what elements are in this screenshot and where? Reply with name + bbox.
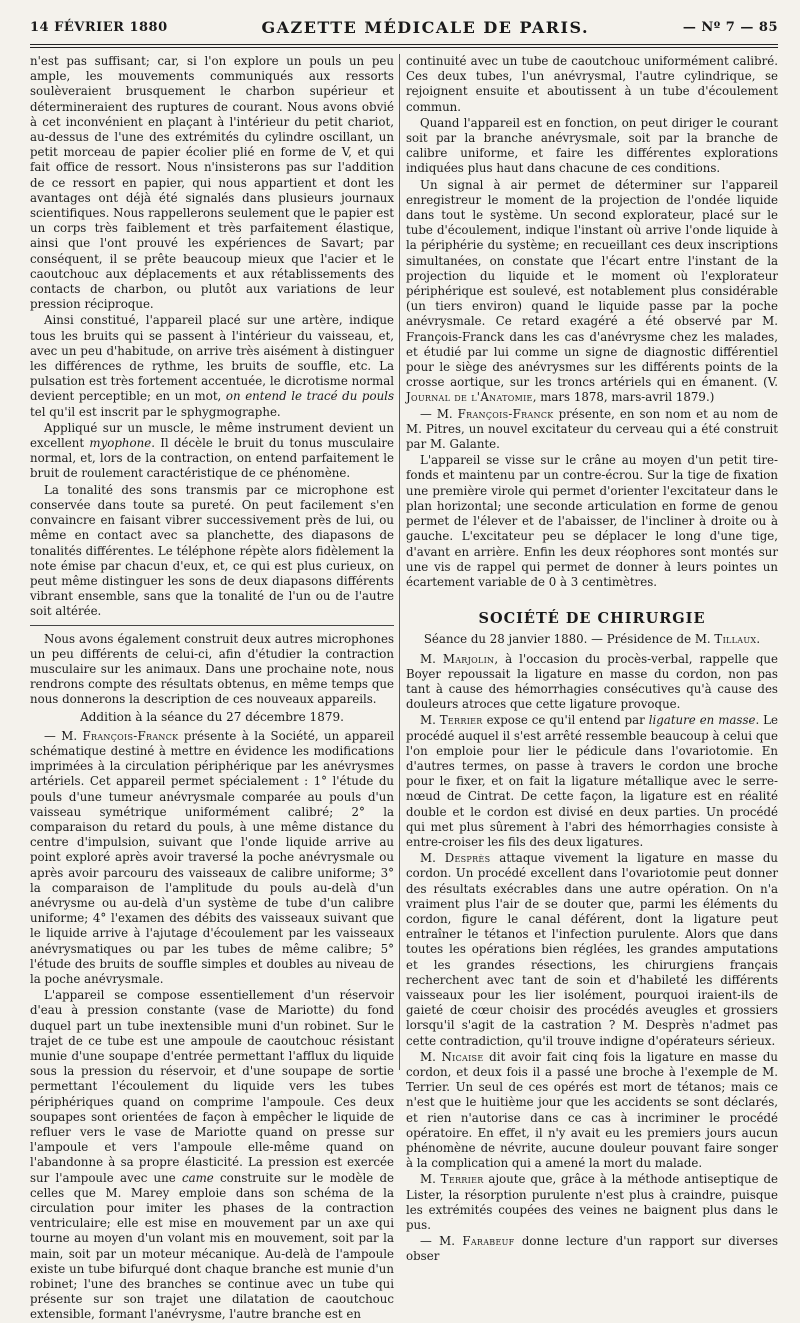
seance-heading: Séance du 28 janvier 1880. — Présidence de M. Tillaux. bbox=[423, 632, 761, 647]
paragraph: — M. Farabeuf donne lecture d'un rapport sur diverses obser bbox=[406, 1234, 779, 1264]
paragraph: Appliqué sur un muscle, le même instrument devient un excellent myophone. Il décèle le bruit du tonus musculaire normal, et, lors de la contraction, on entend parfaitement le bruit de roulement caractéristique de ce phénomène. bbox=[30, 420, 394, 481]
paragraph: Un signal à air permet de déterminer sur l'appareil enregistreur le moment de la projection de l'ondée liquide dans tout le système. Un second explorateur, placé sur le tube d'écoulement, indique l'instant où arrive l'onde liquide à la périphérie du système; en recueillant ces deux inscriptions simultanées, on constate que l'écart entre l'instant de la projection du liquide et le moment où l'explorateur périphérique est soulevé, est notablement plus considérable (un tiers environ) quand le liquide passe par la poche anévrysmale. Ce retard exagéré a été observé par M. François-Franck dans les cas d'anévrysme chez les malades, et étudié par lui comme un signe de diagnostic différentiel pour le siège des anévrysmes sur les différents points de la crosse aortique, sur les troncs artériels qui en émanent. (V. Journal de l'Anatomie, mars 1878, mars-avril 1879.) bbox=[406, 177, 778, 405]
paragraph: Nous avons également construit deux autres microphones un peu différents de celui-ci, afin d'étudier la contraction musculaire sur les animaux. Dans une prochaine note, nous rendrons compte des résultats obtenus, en même temps que nous donnerons la description de ces nouveaux appareils. bbox=[30, 631, 394, 707]
paragraph: M. Desprès attaque vivement la ligature en masse du cordon. Un procédé excellent dans l'ovariotomie peut donner des résultats exécrables dans une autre opération. On n'a vraiment plus l'air de se douter que, parmi les éléments du cordon, figure le canal déférent, dont la ligature peut entraîner le tétanos et l'infection purulente. Alors que dans toutes les opérations bien réglées, les grandes amputations et les grandes résections, les chirurgiens français recherchent avec tant de soin et d'habileté les différents vaisseaux pour les lier isolément, pourquoi iraient-ils de gaieté de cœur choisir des procédés aveugles et grossiers lorsqu'il s'agit de la castration ? M. Desprès n'admet pas cette contradiction, qu'il trouve indigne d'opérateurs sérieux. bbox=[406, 851, 778, 1048]
section-heading: Addition à la séance du 27 décembre 1879. bbox=[80, 709, 344, 724]
journal-title: GAZETTE MÉDICALE DE PARIS. bbox=[261, 17, 590, 37]
header-date: 14 FÉVRIER 1880 bbox=[30, 19, 168, 35]
paragraph: — M. François-Franck présente à la Société, un appareil schématique destiné à mettre en évidence les modifications imprimées à la circulation périphérique par les anévrysmes artériels. Cet appareil permet spécialement : 1° l'étude du pouls d'une tumeur anévrysmale comparée au pouls d'un vaisseau symétrique uniformément calibré; 2° la comparaison du retard du pouls, à une même distance du centre d'impulsion, suivant que l'onde liquide arrive au point exploré après avoir traversé la poche anévrysmale ou après avoir parcouru des vaisseaux de calibre uniforme; 3° la comparaison de l'amplitude du pouls au-delà d'un anévrysme ou au-delà d'un système de tube d'un calibre uniforme; 4° l'examen des débits des vaisseaux suivant que le liquide arrive à l'ajutage d'écoulement par les vaisseaux anévrysmatiques ou par les tubes de même calibre; 5° l'étude des bruits de souffle simples et doubles au niveau de la poche anévrysmale. bbox=[30, 728, 394, 986]
paragraph: Ainsi constitué, l'appareil placé sur une artère, indique tous les bruits qui se passent à l'intérieur du vaisseau, et, avec un peu d'habitude, on arrive très aisément à distinguer les différences de rythme, les bruits de souffle, etc. La pulsation est très fortement accentuée, le dicrotisme normal devient perceptible; en un mot, on entend le tracé du pouls tel qu'il est inscrit par le sphygmographe. bbox=[30, 313, 394, 419]
paragraph: M. Marjolin, à l'occasion du procès-verbal, rappelle que Boyer repoussait la ligature en masse du cordon, non pas tant à cause des hémorrhagies consécutives qu'à cause des douleurs atroces que cette ligature provoque. bbox=[406, 651, 778, 712]
paragraph: M. Nicaise dit avoir fait cinq fois la ligature en masse du cordon, et deux fois il a passé une broche à l'exemple de M. Terrier. Un seul de ces opérés est mort de tétanos; mais ce n'est que le huitième jour que les accidents se sont déclarés, et rien n'autorise dans ce cas à incriminer le procédé opératoire. En effet, il n'y avait eu les premiers jours aucun phénomène de névrite, aucune douleur pouvant faire songer à la complication qui a amené la mort du malade. bbox=[406, 1049, 779, 1171]
paragraph: n'est pas suffisant; car, si l'on explore un pouls un peu ample, les mouvements communiqués aux ressorts soulèveraient brusquement le charbon supérieur et détermineraient des ruptures de courant. Nous avons obvié à cet inconvénient en plaçant à l'intérieur du petit chariot, au-dessus de l'une des extrémités du cylindre oscillant, un petit morceau de papier écolier plié en forme de V, et qui fait office de ressort. Nous n'insisterons pas sur l'addition de ce ressort en papier, qui nous appartient et dont les avantages ont déjà été signalés dans plusieurs journaux scientifiques. Nous rappellerons seulement que le papier est un corps très faiblement et très parfaitement élastique, ainsi que l'ont prouvé les expériences de Savart; par conséquent, il se prête beaucoup mieux que l'acier et le caoutchouc aux déplacements et aux rétablissements des contacts de charbon, ou plutôt aux variations de leur pression réciproque. bbox=[30, 54, 394, 312]
left-column bbox=[30, 54, 395, 1322]
paragraph: — M. François-Franck présente, en son nom et au nom de M. Pitres, un nouvel excitateur du cerveau qui a été construit par M. Galante. bbox=[406, 406, 778, 452]
right-column bbox=[406, 54, 779, 1264]
paragraph: M. Terrier ajoute que, grâce à la méthode antiseptique de Lister, la résorption purulente n'est plus à craindre, puisque les extrémités coupées des veines ne baignent plus dans le pus. bbox=[406, 1172, 778, 1233]
section-divider bbox=[30, 625, 394, 626]
society-title: SOCIÉTÉ DE CHIRURGIE bbox=[478, 610, 706, 628]
paragraph: La tonalité des sons transmis par ce microphone est conservée dans toute sa pureté. On peut facilement s'en convaincre en faisant vibrer successivement près de lui, ou même en contact avec sa planchette, des diapasons de tonalités différentes. Le téléphone répète alors fidèlement la note émise par chacun d'eux, et, ce qui est plus curieux, on peut même distinguer les sons de deux diapasons différents vibrant ensemble, sans que la tonalité de l'un ou de l'autre soit altérée. bbox=[30, 482, 394, 619]
paragraph: L'appareil se compose essentiellement d'un réservoir d'eau à pression constante (vase de Mariotte) du fond duquel part un tube inextensible muni d'un robinet. Sur le trajet de ce tube est une ampoule de caoutchouc résistant munie d'une soupape d'entrée permettant l'afflux du liquide sous la pression du réservoir, et d'une soupape de sortie permettant l'écoulement du liquide vers les tubes périphériques quand on comprime l'ampoule. Ces deux soupapes sont orientées de façon à empêcher le liquide de refluer vers le vase de Mariotte quand on presse sur l'ampoule et vers l'ampoule elle-même quand on l'abandonne à sa propre élasticité. La pression est exercée sur l'ampoule avec une came construite sur le modèle de celles que M. Marey emploie dans son schéma de la circulation pour imiter les phases de la contraction ventriculaire; elle est mise en mouvement par un axe qui tourne au moyen d'un volant mis en mouvement, soit par la main, soit par un moteur mécanique. Au-delà de l'ampoule existe un tube bifurqué dont chaque branche est munie d'un robinet; l'une des branches se continue avec un tube qui présente sur son trajet une dilatation de caoutchouc extensible, formant l'anévrysme, l'autre branche est en bbox=[30, 988, 395, 1322]
issue-page-number: — Nº 7 — 85 bbox=[682, 19, 778, 35]
page-header bbox=[30, 14, 778, 40]
column-divider bbox=[399, 54, 400, 1070]
paragraph: Quand l'appareil est en fonction, on peut diriger le courant soit par la branche anévrysmale, soit par la branche de calibre uniforme, et faire les différentes explorations indiquées plus haut dans chacune de ces conditions. bbox=[406, 115, 778, 176]
paragraph: continuité avec un tube de caoutchouc uniformément calibré. Ces deux tubes, l'un anévrysmal, l'autre cylindrique, se rejoignent ensuite et aboutissent à un tube d'écoulement commun. bbox=[406, 54, 778, 114]
header-rule bbox=[30, 44, 778, 48]
paragraph: M. Terrier expose ce qu'il entend par ligature en masse. Le procédé auquel il s'est arrêté ressemble beaucoup à celui que l'on emploie pour lier le pédicule dans l'ovariotomie. En d'autres termes, on passe à travers le cordon une broche pour le fixer, et on fait la ligature métallique avec le serre-nœud de Cintrat. De cette façon, la ligature est en réalité double et le cordon est divisé en deux parties. Un procédé qui met plus sûrement à l'abri des hémorrhagies consiste à entre-croiser les fils des deux ligatures. bbox=[406, 713, 778, 849]
paragraph: L'appareil se visse sur le crâne au moyen d'un petit tire-fonds et maintenu par un contre-écrou. Sur la tige de fixation une première virole qui permet d'orienter l'excitateur dans le plan horizontal; une seconde articulation en forme de genou permet de l'élever et de l'abaisser, de l'incliner à droite ou à gauche. L'excitateur peu se déplacer le long d'une tige, d'avant en arrière. Enfin les deux réophores sont montés sur une vis de rappel qui permet de donner à leurs pointes un écartement variable de 0 à 3 centimètres. bbox=[406, 453, 778, 589]
